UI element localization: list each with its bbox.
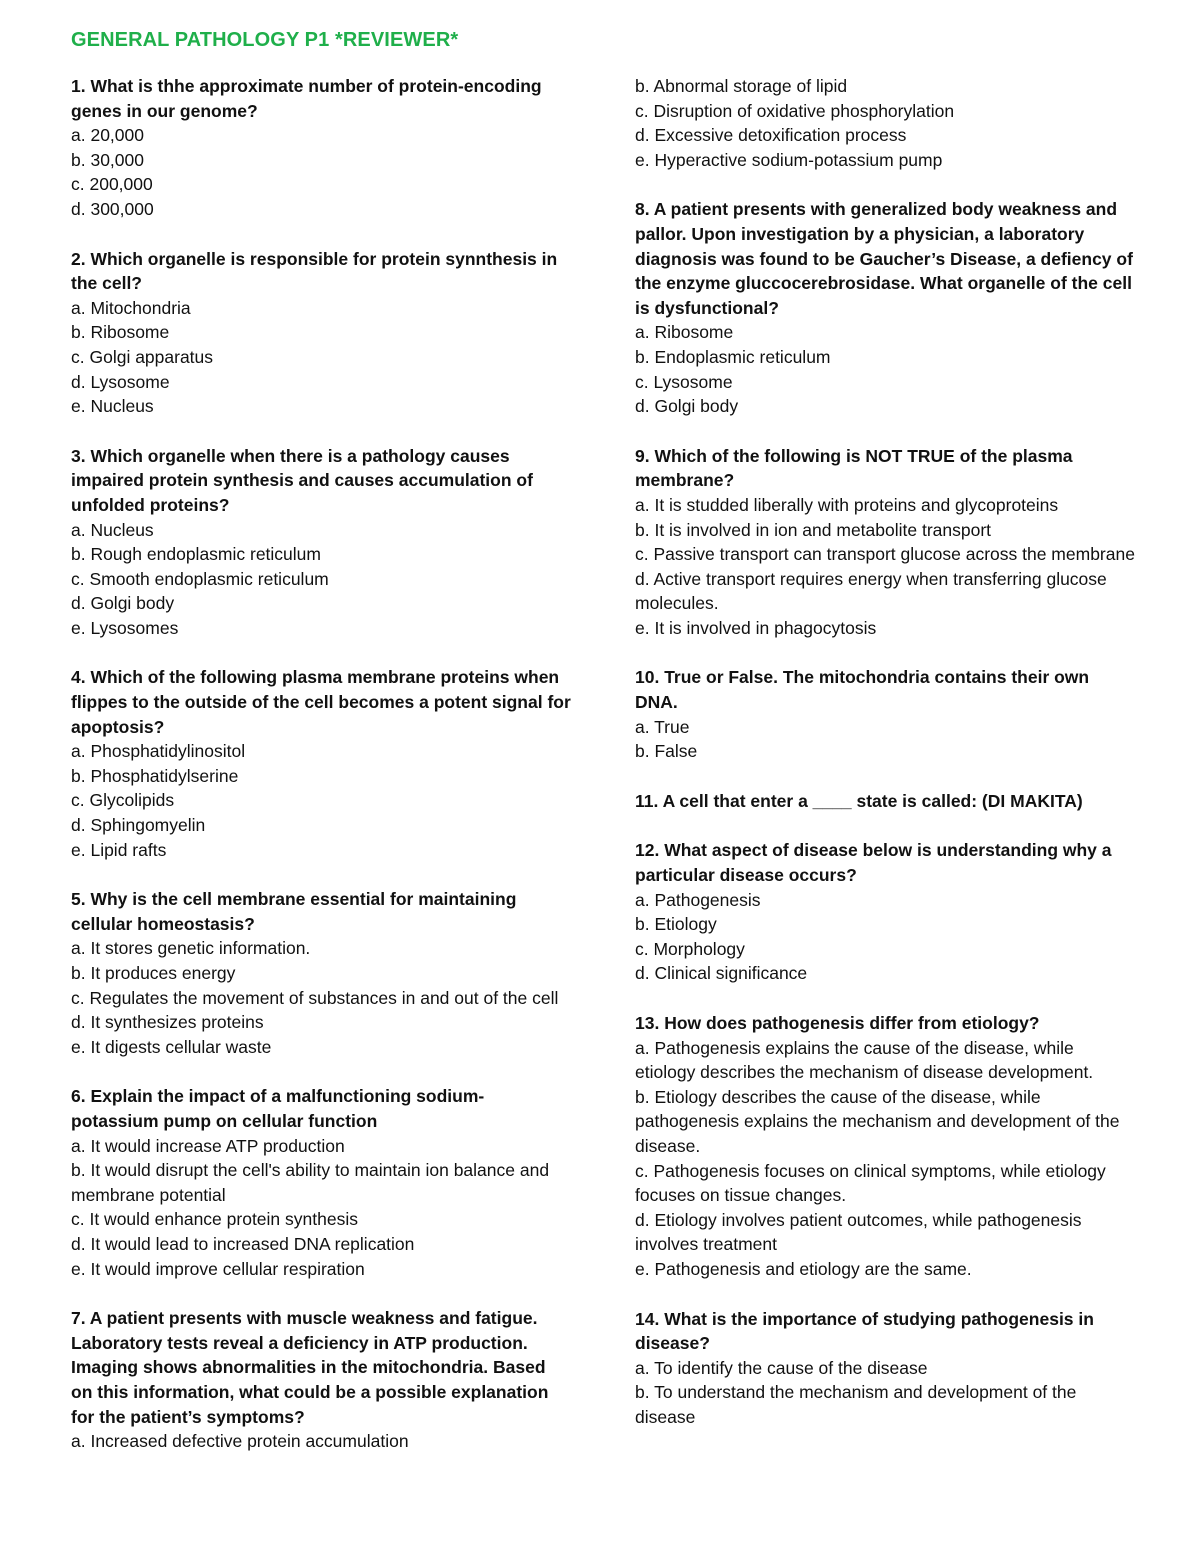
answer-option: d. It synthesizes proteins bbox=[71, 1012, 264, 1033]
answer-options bbox=[635, 1356, 1135, 1430]
answer-option: a. 20,000 bbox=[71, 125, 144, 146]
question-7-continued bbox=[635, 74, 1135, 172]
answer-options bbox=[71, 1429, 571, 1454]
answer-options bbox=[71, 123, 571, 221]
answer-option: c. Glycolipids bbox=[71, 790, 175, 811]
answer-option: d. Golgi body bbox=[635, 396, 739, 417]
answer-option: b. It is involved in ion and metabolite transport bbox=[635, 519, 992, 540]
answer-option: c. Regulates the movement of substances in and out of the cell bbox=[71, 987, 559, 1008]
answer-options bbox=[635, 74, 1135, 172]
question-text: 4. Which of the following plasma membrane proteins when flippes to the outside of the cell becomes a potent signal for apoptosis? bbox=[71, 667, 571, 737]
question-text: 5. Why is the cell membrane essential for maintaining cellular homeostasis? bbox=[71, 889, 517, 934]
answer-option: b. Phosphatidylserine bbox=[71, 765, 239, 786]
answer-option: a. To identify the cause of the disease bbox=[635, 1357, 928, 1378]
answer-option: e. It digests cellular waste bbox=[71, 1036, 272, 1057]
answer-option: a. Pathogenesis bbox=[635, 889, 761, 910]
question-text: 2. Which organelle is responsible for protein synnthesis in the cell? bbox=[71, 248, 558, 294]
answer-option: e. Nucleus bbox=[71, 396, 154, 417]
question-6 bbox=[71, 1084, 571, 1281]
answer-options bbox=[71, 739, 571, 862]
answer-option: d. Clinical significance bbox=[635, 963, 808, 984]
answer-option: e. It is involved in phagocytosis bbox=[635, 617, 877, 638]
answer-option: b. To understand the mechanism and development of the disease bbox=[635, 1382, 1077, 1427]
question-10 bbox=[635, 665, 1135, 763]
answer-option: d. Excessive detoxification process bbox=[635, 125, 907, 146]
answer-option: d. 300,000 bbox=[71, 198, 154, 219]
answer-option: a. Increased defective protein accumulation bbox=[71, 1431, 409, 1452]
answer-option: b. False bbox=[635, 741, 698, 762]
answer-option: a. Pathogenesis explains the cause of the disease, while etiology describes the mechanism of disease development. bbox=[635, 1037, 1094, 1083]
answer-option: a. It is studded liberally with proteins and glycoproteins bbox=[635, 494, 1059, 515]
answer-option: c. 200,000 bbox=[71, 174, 153, 195]
answer-option: c. Disruption of oxidative phosphorylation bbox=[635, 100, 955, 121]
answer-option: a. It would increase ATP production bbox=[71, 1135, 345, 1156]
answer-option: a. Ribosome bbox=[635, 322, 734, 343]
answer-options bbox=[71, 296, 571, 419]
question-2 bbox=[71, 247, 571, 419]
question-8 bbox=[635, 197, 1135, 418]
answer-option: a. Mitochondria bbox=[71, 297, 191, 318]
question-text: 10. True or False. The mitochondria contains their own DNA. bbox=[635, 667, 1090, 713]
question-text: 11. A cell that enter a ____ state is called: (DI MAKITA) bbox=[635, 790, 1083, 811]
answer-options bbox=[635, 1036, 1135, 1282]
answer-option: c. Smooth endoplasmic reticulum bbox=[71, 568, 329, 589]
answer-option: e. Lysosomes bbox=[71, 617, 179, 638]
question-text: 3. Which organelle when there is a pathology causes impaired protein synthesis and causes accumulation of unfolded proteins? bbox=[71, 445, 533, 515]
answer-option: b. Endoplasmic reticulum bbox=[635, 346, 831, 367]
answer-option: b. Ribosome bbox=[71, 322, 170, 343]
answer-options bbox=[635, 715, 1135, 764]
question-3 bbox=[71, 444, 571, 641]
answer-option: e. It would improve cellular respiration bbox=[71, 1258, 365, 1279]
question-text: 7. A patient presents with muscle weakness and fatigue. Laboratory tests reveal a deficiency in ATP production. Imaging shows abnormalities in the mitochondria. Based on this information, what could be a possible explanation for the patient’s symptoms? bbox=[71, 1308, 549, 1427]
question-11 bbox=[635, 789, 1135, 814]
answer-option: c. Passive transport can transport glucose across the membrane bbox=[635, 544, 1135, 565]
question-text: 6. Explain the impact of a malfunctioning sodium-potassium pump on cellular function bbox=[71, 1086, 485, 1131]
answer-option: b. It produces energy bbox=[71, 963, 236, 983]
answer-option: c. Golgi apparatus bbox=[71, 346, 214, 367]
answer-option: b. It would disrupt the cell's ability to maintain ion balance and membrane potential bbox=[71, 1160, 550, 1205]
question-12 bbox=[635, 838, 1135, 986]
answer-option: d. Golgi body bbox=[71, 593, 175, 614]
answer-option: d. Etiology involves patient outcomes, while pathogenesis involves treatment bbox=[635, 1209, 1082, 1255]
question-text: 13. How does pathogenesis differ from etiology? bbox=[635, 1013, 1040, 1033]
document-title: GENERAL PATHOLOGY P1 *REVIEWER* bbox=[71, 29, 459, 51]
answer-options bbox=[635, 493, 1135, 641]
answer-option: e. Lipid rafts bbox=[71, 839, 167, 860]
answer-option: b. 30,000 bbox=[71, 149, 144, 170]
right-column bbox=[635, 74, 1135, 1455]
answer-option: e. Hyperactive sodium-potassium pump bbox=[635, 149, 943, 170]
question-text: 8. A patient presents with generalized body weakness and pallor. Upon investigation by a physician, a laboratory diagnosis was found to be Gaucher’s Disease, a defiency of the enzyme gluccocerebrosidase. What organelle of the cell is dysfunctional? bbox=[635, 199, 1133, 318]
question-5 bbox=[71, 887, 571, 1059]
answer-option: c. Lysosome bbox=[635, 371, 733, 392]
question-7 bbox=[71, 1306, 571, 1454]
answer-option: d. Lysosome bbox=[71, 371, 170, 392]
question-13 bbox=[635, 1011, 1135, 1282]
answer-option: a. It stores genetic information. bbox=[71, 938, 311, 959]
answer-options bbox=[635, 888, 1135, 986]
answer-option: d. Active transport requires energy when transferring glucose molecules. bbox=[635, 568, 1107, 614]
answer-option: e. Pathogenesis and etiology are the same. bbox=[635, 1258, 972, 1279]
question-14 bbox=[635, 1307, 1135, 1430]
question-4 bbox=[71, 665, 571, 862]
answer-option: b. Abnormal storage of lipid bbox=[635, 76, 848, 96]
answer-option: b. Etiology describes the cause of the disease, while pathogenesis explains the mechanism and development of the disease. bbox=[635, 1086, 1120, 1156]
answer-option: d. It would lead to increased DNA replication bbox=[71, 1233, 415, 1254]
question-text: 14. What is the importance of studying pathogenesis in disease? bbox=[635, 1308, 1094, 1354]
answer-option: c. Morphology bbox=[635, 938, 745, 959]
answer-option: d. Sphingomyelin bbox=[71, 815, 206, 836]
question-9 bbox=[635, 444, 1135, 641]
question-text: 12. What aspect of disease below is understanding why a particular disease occurs? bbox=[635, 840, 1112, 886]
question-text: 1. What is thhe approximate number of protein-encoding genes in our genome? bbox=[71, 76, 542, 121]
answer-option: a. Phosphatidylinositol bbox=[71, 741, 246, 762]
question-1 bbox=[71, 74, 571, 222]
answer-option: a. Nucleus bbox=[71, 519, 154, 540]
answer-option: c. It would enhance protein synthesis bbox=[71, 1209, 358, 1230]
answer-options bbox=[635, 320, 1135, 418]
question-text: 9. Which of the following is NOT TRUE of the plasma membrane? bbox=[635, 445, 1073, 491]
answer-option: c. Pathogenesis focuses on clinical symptoms, while etiology focuses on tissue changes. bbox=[635, 1160, 1106, 1206]
answer-option: a. True bbox=[635, 716, 690, 737]
answer-option: b. Etiology bbox=[635, 914, 717, 935]
left-column bbox=[71, 74, 571, 1479]
answer-options bbox=[71, 1134, 571, 1282]
answer-options bbox=[71, 518, 571, 641]
answer-options bbox=[71, 936, 571, 1059]
answer-option: b. Rough endoplasmic reticulum bbox=[71, 544, 321, 565]
